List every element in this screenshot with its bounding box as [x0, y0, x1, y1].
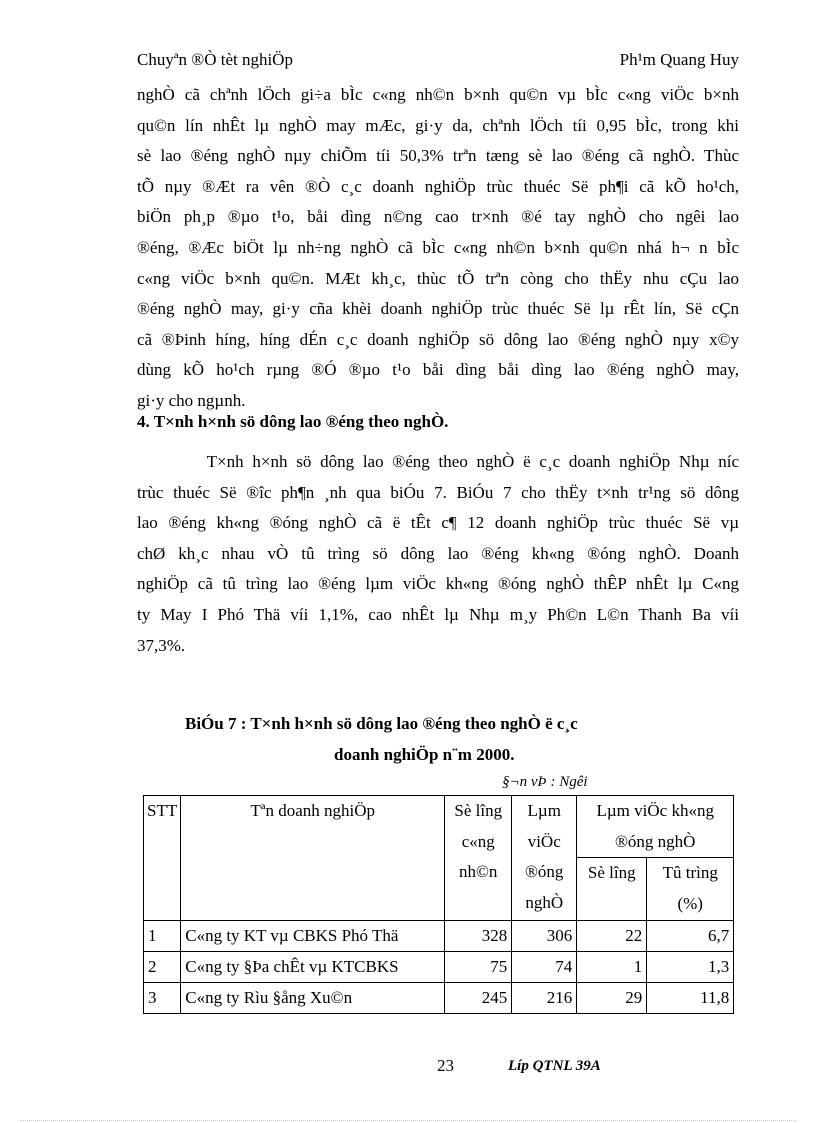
- text-line: dùng kÕ ho¹ch rµng ®Ó ®µo t¹o båi dìng båi dìng lao ®éng nghÒ may,: [137, 360, 739, 380]
- cell-stt: 3: [144, 982, 181, 1013]
- cell-name: C«ng ty Rìu §ång Xu©n: [181, 982, 445, 1013]
- text-line: biÖn ph¸p ®µo t¹o, båi dìng n©ng cao tr×nh ®é tay nghÒ cho ngêi lao: [137, 207, 739, 227]
- cell-name: C«ng ty KT vµ CBKS Phó Thä: [181, 920, 445, 951]
- paragraph-2: [137, 447, 739, 661]
- text-line: ty May I Phó Thä víi 1,1%, cao nhÊt lµ Nhµ m¸y Ph©n L©n Thanh Ba víi: [137, 604, 739, 624]
- header-author: Ph¹m Quang Huy: [619, 50, 739, 69]
- header-count: Sè lîng: [577, 858, 647, 920]
- text-line: tÕ nµy ®Æt ra vên ®Ò c¸c doanh nghiÖp trùc thuéc Së ph¶i cã kÕ ho¹ch,: [137, 176, 739, 196]
- page-header: [137, 50, 739, 72]
- cell-total: 328: [445, 920, 512, 951]
- cell-name: C«ng ty §Þa chÊt vµ KTCBKS: [181, 951, 445, 982]
- text-line: trùc thuéc Së ®îc ph¶n ¸nh qua biÓu 7. BiÓu 7 cho thËy t×nh tr¹ng sö dông: [137, 482, 739, 502]
- cell-in-trade: 74: [512, 951, 577, 982]
- text-line: 37,3%.: [137, 635, 186, 655]
- table-caption-line-1: BiÓu 7 : T×nh h×nh sö dông lao ®éng theo nghÒ ë c¸c: [185, 714, 578, 733]
- text-line: sè lao ®éng nghÒ nµy chiÕm tíi 50,3% trªn tæng sè lao ®éng cã nghÒ. Thùc: [137, 146, 739, 166]
- table-unit-note: §¬n vÞ : Ngêi: [502, 774, 588, 790]
- text-line: ®éng, ®Æc biÖt lµ nh÷ng nghÒ cã bÌc c«ng nh©n b×nh qu©n nhá h¬ n bÌc: [137, 237, 739, 257]
- header-off-trade: Lµm viÖc kh«ng ®óng nghÒ: [577, 796, 734, 858]
- text-line: ®éng nghÒ may, gi·y cña khèi doanh nghiÖp trùc thuéc Së lµ rÊt lín, Së cÇn: [137, 299, 739, 319]
- cell-ratio: 1,3: [647, 951, 734, 982]
- header-ratio: Tû trìng (%): [647, 858, 734, 920]
- page-edge-divider: [20, 1120, 796, 1121]
- header-title: Chuyªn ®Ò tèt nghiÖp: [137, 50, 293, 69]
- cell-count: 1: [577, 951, 647, 982]
- cell-in-trade: 306: [512, 920, 577, 951]
- text-line: gi·y cho ngµnh.: [137, 390, 246, 410]
- footer-class: Líp QTNL 39A: [508, 1058, 601, 1074]
- header-name: Tªn doanh nghiÖp: [181, 796, 445, 921]
- table-row: [144, 920, 734, 951]
- table-caption-line-2: doanh nghiÖp n¨m 2000.: [334, 745, 515, 764]
- cell-ratio: 11,8: [647, 982, 734, 1013]
- text-line: nghiÖp cã tû trìng lao ®éng lµm viÖc kh«ng ®óng nghÒ thÊP nhÊt lµ C«ng: [137, 574, 739, 594]
- text-line: c«ng viÖc b×nh qu©n. MÆt kh¸c, thùc tÕ trªn còng cho thËy nhu cÇu lao: [137, 268, 739, 288]
- header-total: Sè lîng c«ng nh©n: [445, 796, 512, 921]
- header-in-trade: Lµm viÖc ®óng nghÒ: [512, 796, 577, 921]
- cell-in-trade: 216: [512, 982, 577, 1013]
- section-heading: 4. T×nh h×nh sö dông lao ®éng theo nghÒ.: [137, 412, 449, 431]
- cell-ratio: 6,7: [647, 920, 734, 951]
- cell-total: 75: [445, 951, 512, 982]
- header-stt: STT: [144, 796, 181, 921]
- cell-stt: 2: [144, 951, 181, 982]
- page-number: 23: [437, 1056, 454, 1075]
- text-line: T×nh h×nh sö dông lao ®éng theo nghÒ ë c¸c doanh nghiÖp Nhµ níc: [137, 452, 739, 471]
- cell-total: 245: [445, 982, 512, 1013]
- paragraph-1: [137, 80, 739, 417]
- text-line: lao ®éng kh«ng ®óng nghÒ cã ë tÊt c¶ 12 doanh nghiÖp trùc thuéc Së vµ: [137, 513, 739, 533]
- cell-count: 29: [577, 982, 647, 1013]
- text-line: nghÒ cã chªnh lÖch gi÷a bÌc c«ng nh©n b×nh qu©n vµ bÌc c«ng viÖc b×nh: [137, 85, 739, 104]
- table-row: [144, 982, 734, 1013]
- text-line: chØ kh¸c nhau vÒ tû trìng sö dông lao ®éng kh«ng ®óng nghÒ. Doanh: [137, 543, 739, 563]
- cell-count: 22: [577, 920, 647, 951]
- data-table: [143, 795, 734, 1014]
- text-line: cã ®Þinh híng, híng dÉn c¸c doanh nghiÖp sö dông lao ®éng nghÒ nµy x©y: [137, 329, 739, 349]
- table-row: [144, 951, 734, 982]
- cell-stt: 1: [144, 920, 181, 951]
- text-line: qu©n lín nhÊt lµ nghÒ may mÆc, gi·y da, chªnh lÖch tíi 0,95 bÌc, trong khi: [137, 115, 739, 135]
